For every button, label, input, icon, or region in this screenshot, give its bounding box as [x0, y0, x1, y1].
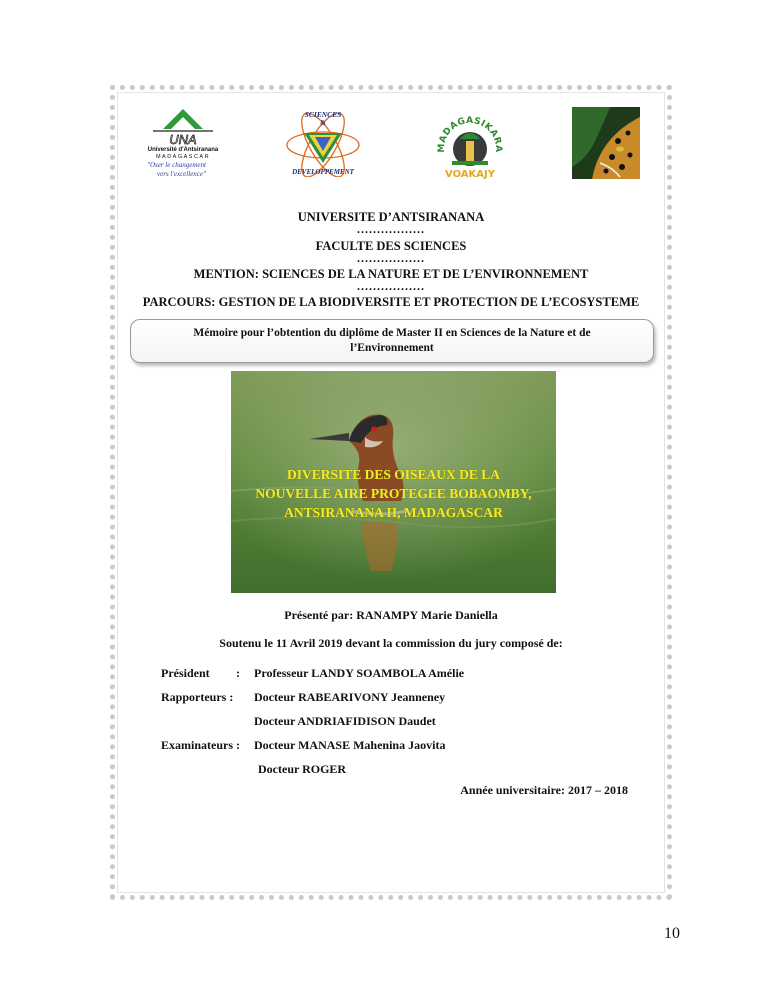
- madagasikara-voakajy-logo: [434, 105, 506, 181]
- voakajy-text: VOAKAJY: [445, 169, 495, 180]
- page-number: 10: [664, 925, 680, 942]
- mention-title: MENTION: SCIENCES DE LA NATURE ET DE L’ENVIRONNEMENT: [193, 267, 589, 281]
- sciences-bottom-text: DEVELOPPEMENT: [292, 168, 354, 176]
- rapporteurs-role: Rapporteurs :: [161, 690, 234, 704]
- sciences-atom-icon: [282, 107, 364, 177]
- una-motto-line2: vers l'excellence": [157, 170, 206, 178]
- banner-line2: l’Environnement: [350, 342, 434, 354]
- una-logo: [143, 107, 223, 179]
- logo-row: [0, 103, 765, 183]
- separator-dots: .................: [357, 279, 425, 293]
- una-country: MADAGASCAR: [155, 154, 211, 160]
- una-mark-icon: [149, 107, 217, 147]
- presented-by: Présenté par: RANAMPY Marie Daniella: [284, 608, 498, 622]
- leopard-photo-logo: [572, 107, 640, 179]
- una-motto-line1: "Oser le changement: [147, 161, 206, 169]
- una-university-name: Université d'Antsiranana: [147, 147, 219, 153]
- rapporteur-2: Docteur ANDRIAFIDISON Daudet: [254, 714, 436, 728]
- cover-photo: [231, 371, 556, 593]
- separator-dots: .................: [357, 222, 425, 236]
- president-name: Professeur LANDY SOAMBOLA Amélie: [254, 666, 465, 680]
- examinateurs-role: Examinateurs :: [161, 738, 240, 752]
- sciences-developpement-logo: [282, 107, 364, 177]
- university-title: UNIVERSITE D’ANTSIRANANA: [297, 210, 485, 224]
- madagasikara-arc-text: MADAGASIKARA: [436, 115, 504, 153]
- rapporteur-1: Docteur RABEARIVONY Jeanneney: [254, 690, 446, 704]
- president-colon: :: [236, 666, 240, 680]
- faculty-title: FACULTE DES SCIENCES: [315, 239, 467, 253]
- academic-year: Année universitaire: 2017 – 2018: [460, 783, 628, 797]
- examinateur-2: Docteur ROGER: [258, 762, 347, 776]
- defense-statement: Soutenu le 11 Avril 2019 devant la commission du jury composé de:: [219, 636, 563, 650]
- parcours-title: PARCOURS: GESTION DE LA BIODIVERSITE ET PROTECTION DE L’ECOSYSTEME: [142, 295, 640, 309]
- examinateur-1: Docteur MANASE Mahenina Jaovita: [254, 738, 446, 752]
- separator-dots: .................: [357, 251, 425, 265]
- sciences-top-text: SCIENCES: [304, 110, 342, 119]
- thesis-title-line2: NOUVELLE AIRE PROTEGEE BOBAOMBY,: [255, 486, 532, 501]
- sciences-amp-text: &: [320, 119, 326, 127]
- thesis-banner: [130, 319, 654, 363]
- una-brand-text: UNA: [169, 132, 197, 147]
- thesis-title-line3: ANTSIRANANA II, MADAGASCAR: [284, 505, 503, 520]
- thesis-title-line1: DIVERSITE DES OISEAUX DE LA: [286, 467, 501, 482]
- baobab-icon: [434, 105, 506, 181]
- banner-line1: Mémoire pour l’obtention du diplôme de Master II en Sciences de la Nature et de: [193, 327, 591, 339]
- president-role: Président: [161, 666, 210, 680]
- thesis-title: [231, 465, 556, 522]
- leopard-face-icon: [572, 107, 640, 179]
